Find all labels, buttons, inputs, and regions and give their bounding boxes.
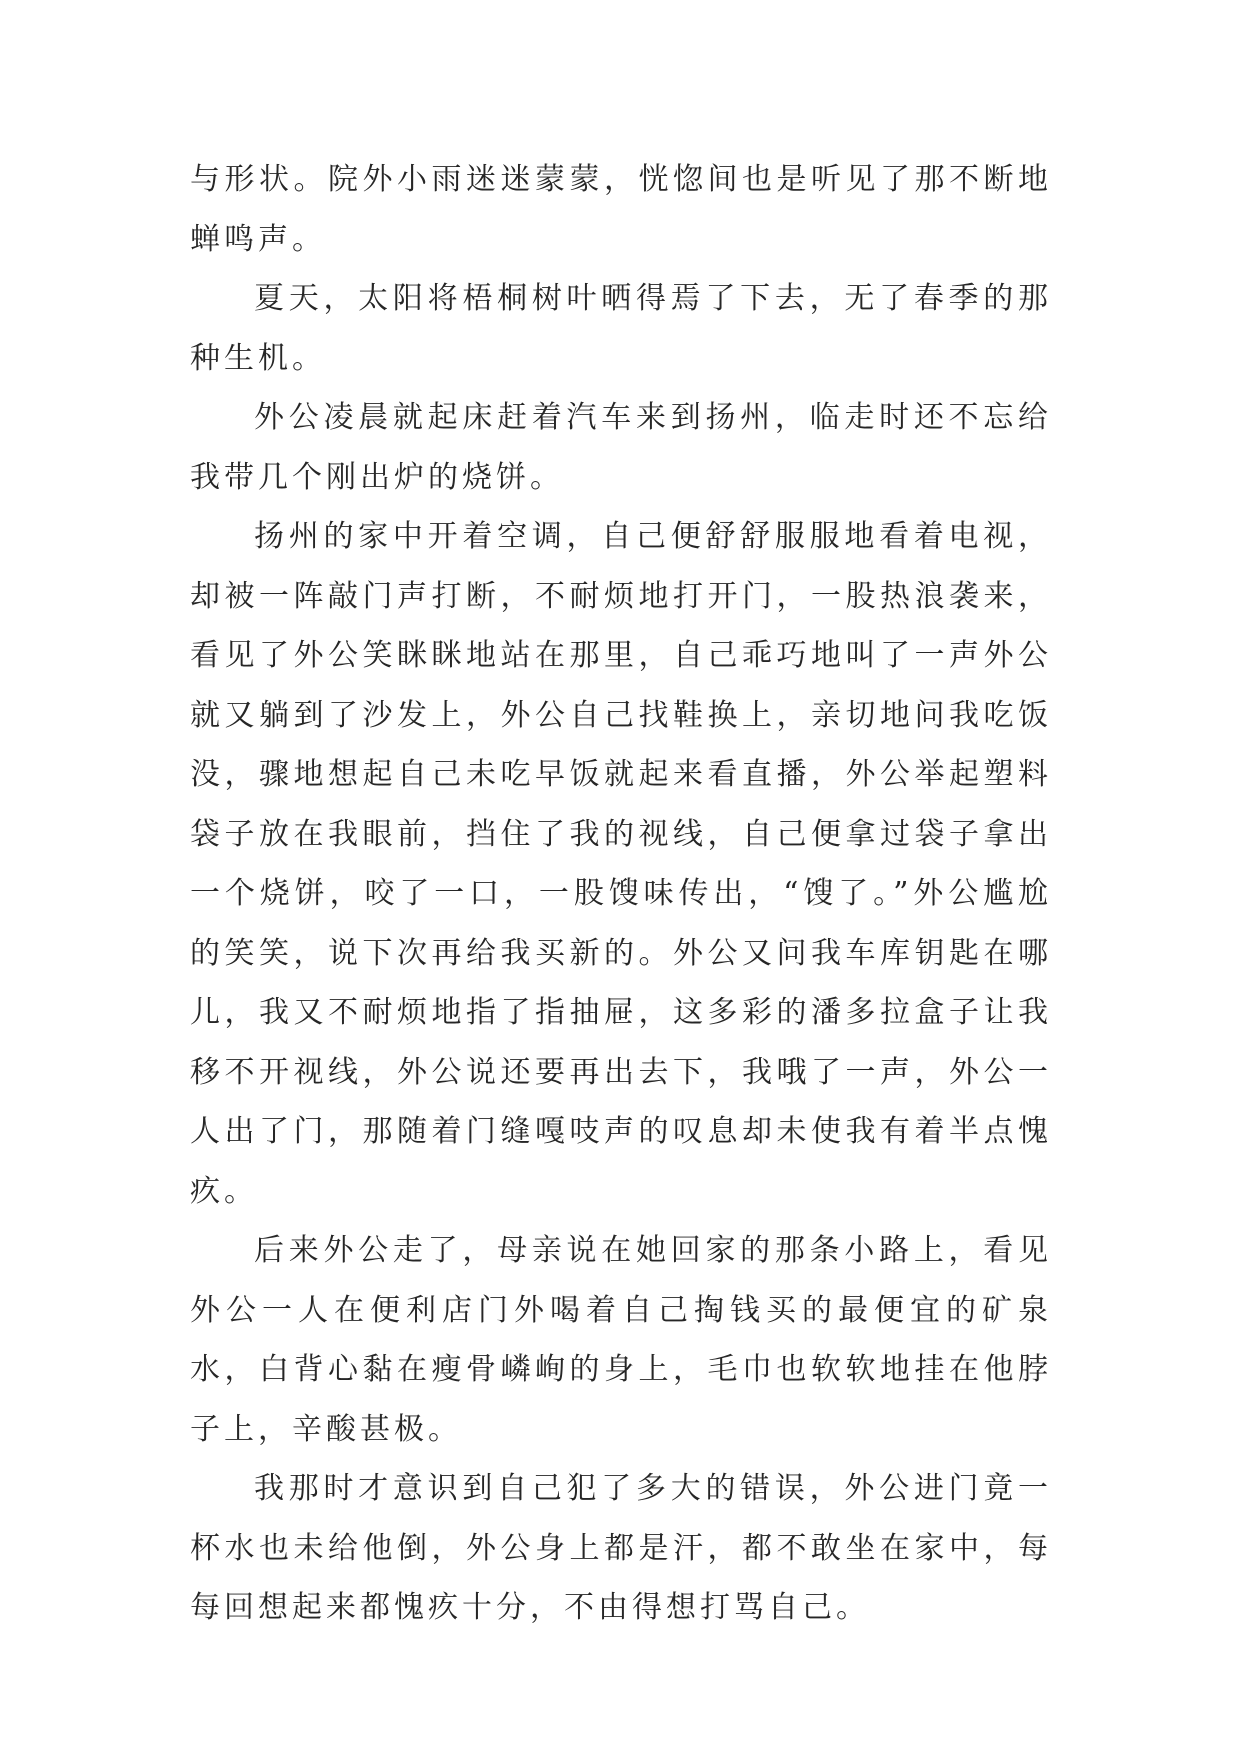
paragraph: 外公凌晨就起床赶着汽车来到扬州，临走时还不忘给我带几个刚出炉的烧饼。 [190,400,1052,495]
paragraph-continued: 与形状。院外小雨迷迷蒙蒙，恍惚间也是听见了那不断地蝉鸣声。 [190,162,1052,257]
document-body [190,150,1052,1638]
paragraph: 扬州的家中开着空调，自己便舒舒服服地看着电视，却被一阵敲门声打断，不耐烦地打开门，一股热浪袭来，看见了外公笑眯眯地站在那里，自己乖巧地叫了一声外公就又躺到了沙发上，外公自己找鞋换上，亲切地问我吃饭没，骤地想起自己未吃早饭就起来看直播，外公举起塑料袋子放在我眼前，挡住了我的视线，自己便拿过袋子拿出一个烧饼，咬了一口，一股馊味传出，“馊了。”外公尴尬的笑笑，说下次再给我买新的。外公又问我车库钥匙在哪儿，我又不耐烦地指了指抽屉，这多彩的潘多拉盒子让我移不开视线，外公说还要再出去下，我哦了一声，外公一人出了门，那随着门缝嘎吱声的叹息却未使我有着半点愧疚。 [190,519,1052,1209]
paragraph: 后来外公走了，母亲说在她回家的那条小路上，看见外公一人在便利店门外喝着自己掏钱买的最便宜的矿泉水，白背心黏在瘦骨嶙峋的身上，毛巾也软软地挂在他脖子上，辛酸甚极。 [190,1233,1052,1447]
paragraph: 我那时才意识到自己犯了多大的错误，外公进门竟一杯水也未给他倒，外公身上都是汗，都不敢坐在家中，每每回想起来都愧疚十分，不由得想打骂自己。 [190,1471,1052,1625]
paragraph: 夏天，太阳将梧桐树叶晒得焉了下去，无了春季的那种生机。 [190,281,1052,376]
